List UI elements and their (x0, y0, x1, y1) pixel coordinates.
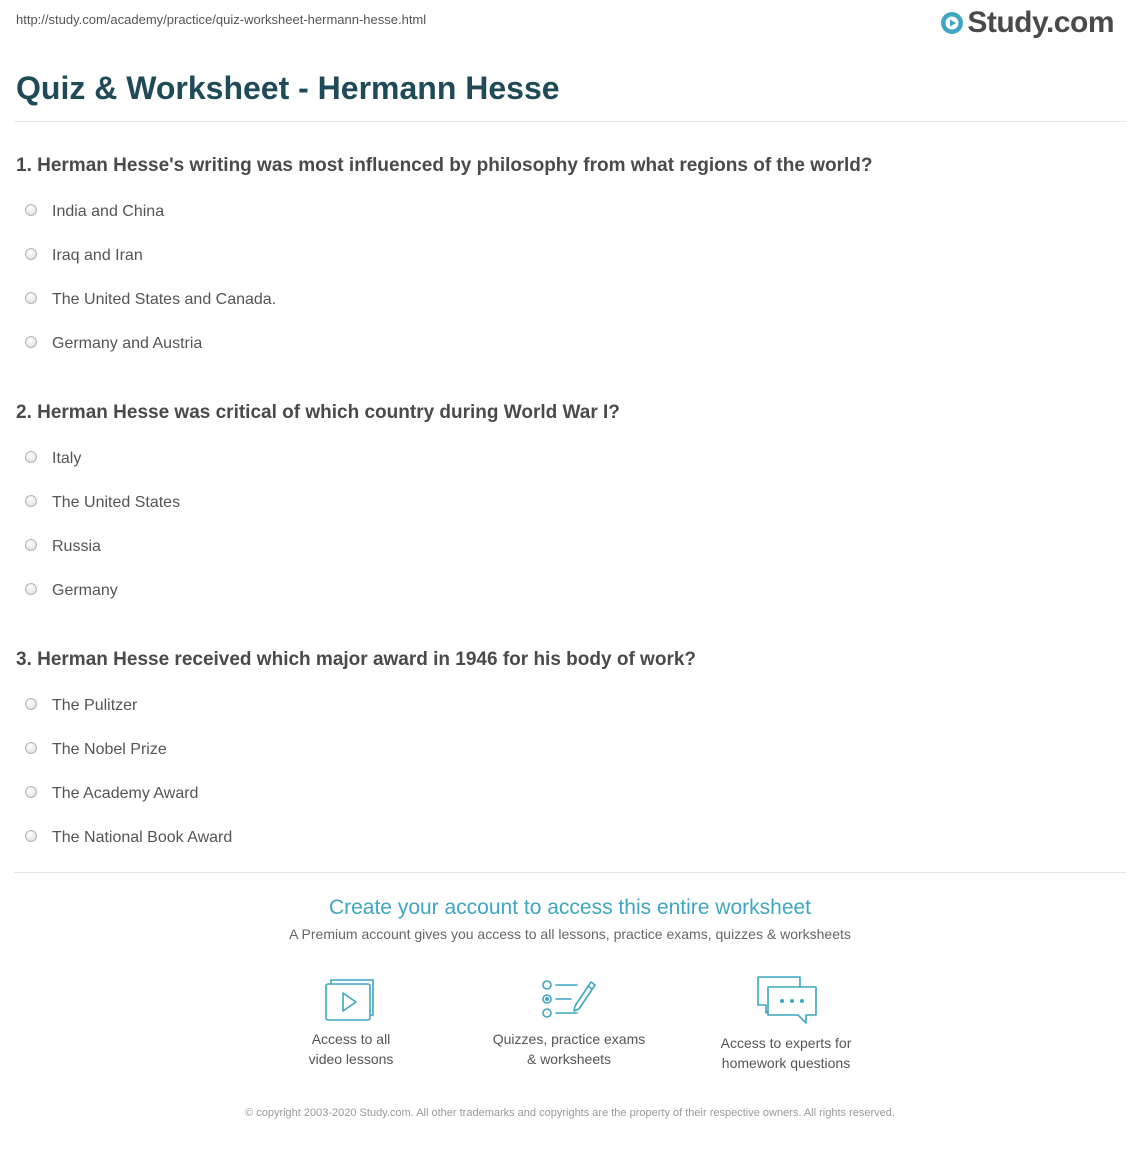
divider (14, 872, 1126, 873)
divider (14, 121, 1126, 122)
option-label: Russia (52, 538, 101, 555)
question-list (16, 152, 1126, 893)
feature-experts (686, 975, 886, 1073)
page-title: Quiz & Worksheet - Hermann Hesse (16, 70, 560, 106)
radio-button[interactable] (25, 742, 37, 754)
option-label: The Academy Award (52, 785, 199, 802)
answer-option[interactable] (25, 816, 1126, 860)
create-account-link[interactable]: Create your account to access this entire worksheet (328, 896, 812, 919)
option-label: The United States and Canada. (52, 291, 277, 308)
radio-button[interactable] (25, 336, 37, 348)
answer-option[interactable] (25, 278, 1126, 322)
option-label: Germany and Austria (52, 335, 203, 352)
answer-option[interactable] (25, 728, 1126, 772)
answer-option[interactable] (25, 525, 1126, 569)
option-label: Italy (52, 450, 82, 467)
feature-quizzes (469, 975, 669, 1069)
radio-button[interactable] (25, 583, 37, 595)
logo-text: Study.com (967, 6, 1114, 39)
question-2 (16, 399, 1126, 613)
option-label: The Pulitzer (52, 697, 138, 714)
radio-button[interactable] (25, 292, 37, 304)
question-text: 3. Herman Hesse received which major award in 1946 for his body of work? (16, 649, 697, 670)
answer-option[interactable] (25, 481, 1126, 525)
option-label: Iraq and Iran (52, 247, 143, 264)
radio-button[interactable] (25, 495, 37, 507)
feature-video-lessons (251, 975, 451, 1069)
radio-button[interactable] (25, 204, 37, 216)
radio-button[interactable] (25, 698, 37, 710)
feature-label: Quizzes, practice exams & worksheets (492, 1031, 646, 1067)
page-url: http://study.com/academy/practice/quiz-worksheet-hermann-hesse.html (16, 12, 427, 27)
option-label: The National Book Award (52, 829, 233, 846)
option-label: India and China (52, 203, 165, 220)
radio-button[interactable] (25, 830, 37, 842)
video-lessons-icon (324, 975, 378, 1023)
question-text: 1. Herman Hesse's writing was most influenced by philosophy from what regions of the world? (16, 155, 873, 176)
answer-option[interactable] (25, 234, 1126, 278)
option-label: The United States (52, 494, 181, 511)
feature-label: Access to experts for homework questions (720, 1035, 852, 1071)
radio-button[interactable] (25, 539, 37, 551)
radio-button[interactable] (25, 786, 37, 798)
premium-description: A Premium account gives you access to all lessons, practice exams, quizzes & worksheets (289, 926, 851, 942)
answer-option[interactable] (25, 322, 1126, 366)
answer-option[interactable] (25, 190, 1126, 234)
feature-label: Access to all video lessons (308, 1031, 394, 1067)
answer-option[interactable] (25, 569, 1126, 613)
study-logo[interactable] (940, 6, 1114, 40)
chat-bubbles-icon (754, 975, 818, 1027)
radio-button[interactable] (25, 248, 37, 260)
answer-option[interactable] (25, 684, 1126, 728)
question-text: 2. Herman Hesse was critical of which country during World War I? (16, 402, 620, 423)
question-3 (16, 646, 1126, 860)
play-logo-icon (940, 11, 964, 35)
copyright-footer: © copyright 2003-2020 Study.com. All other trademarks and copyrights are the property of their respective owners. All rights reserved. (245, 1107, 895, 1119)
answer-option[interactable] (25, 437, 1126, 481)
answer-option[interactable] (25, 772, 1126, 816)
option-label: Germany (52, 582, 118, 599)
radio-button[interactable] (25, 451, 37, 463)
option-label: The Nobel Prize (52, 741, 167, 758)
quiz-checklist-icon (541, 975, 597, 1023)
question-1 (16, 152, 1126, 366)
